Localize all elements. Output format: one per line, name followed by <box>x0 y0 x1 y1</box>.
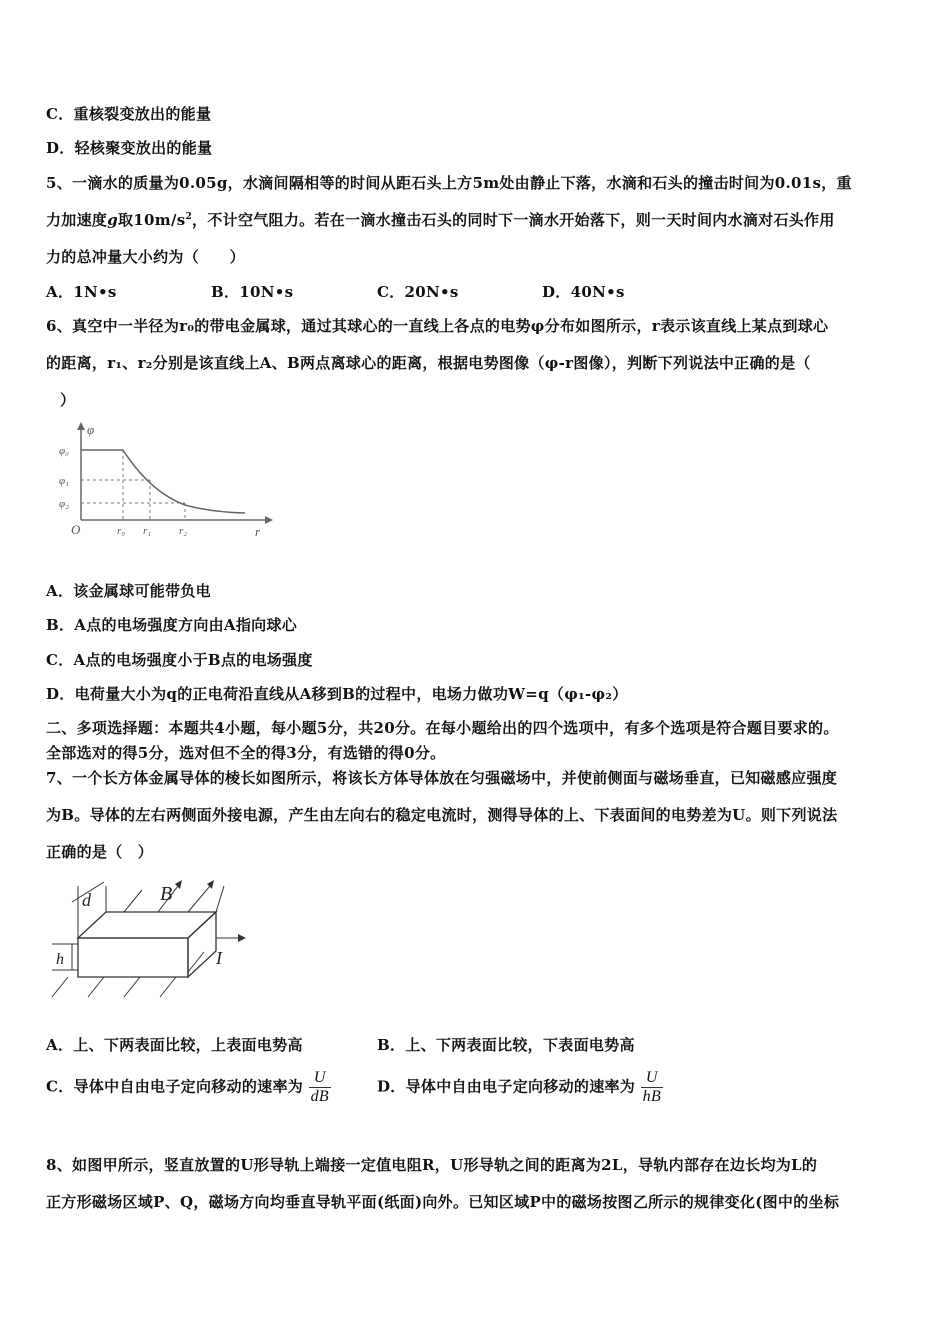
q5-option-b: B．10N•s <box>211 283 294 301</box>
q7-line-1: 7、一个长方体金属导体的棱长如图所示，将该长方体导体放在匀强磁场中，并使前侧面与磁场垂直，已知磁感应强度 <box>46 769 838 787</box>
q5-option-c: C．20N•s <box>377 283 459 301</box>
conductor-figure <box>48 872 253 1002</box>
q5-line-1: 5、一滴水的质量为0.05g，水滴间隔相等的时间从距石头上方5m处由静止下落，水滴和石头的撞击时间为0.01s，重 <box>46 174 852 192</box>
q6-option-b: B．A点的电场强度方向由A指向球心 <box>46 616 298 634</box>
q8-line-1: 8、如图甲所示，竖直放置的U形导轨上端接一定值电阻R，U形导轨之间的距离为2L，导轨内部存在边长均为L的 <box>46 1156 818 1174</box>
fig-label-i: I <box>216 948 222 968</box>
graph-y-tick-1: φ₁ <box>59 475 69 487</box>
fraction-denominator: hB <box>642 1088 662 1105</box>
fraction-numerator: U <box>309 1069 331 1088</box>
q7-option-b: B．上、下两表面比较，下表面电势高 <box>377 1036 635 1054</box>
q5-line-2 <box>46 209 835 230</box>
fraction-numerator: U <box>641 1069 663 1088</box>
q5-symbol-g: g <box>107 211 118 229</box>
q7-option-c-text: C．导体中自由电子定向移动的速率为 <box>46 1077 304 1096</box>
fraction-denominator: dB <box>310 1088 329 1105</box>
fig-label-d: d <box>82 890 91 910</box>
q6-option-d: D．电荷量大小为q的正电荷沿直线从A移到B的过程中，电场力做功W=q（φ₁-φ₂） <box>46 685 628 703</box>
graph-x-tick-2: r₂ <box>179 525 188 537</box>
q7-option-d <box>377 1069 663 1106</box>
q8-line-2: 正方形磁场区域P、Q，磁场方向均垂直导轨平面(纸面)向外。已知区域P中的磁场按图乙所示的规律变化(图中的坐标 <box>46 1193 840 1211</box>
fig-label-h: h <box>56 951 64 968</box>
q4-option-c: C．重核裂变放出的能量 <box>46 105 212 123</box>
q7-option-d-text: D．导体中自由电子定向移动的速率为 <box>377 1077 636 1096</box>
q7-option-c <box>46 1069 331 1106</box>
section-2-line-2: 全部选对的得5分，选对但不全的得3分，有选错的得0分。 <box>46 744 446 762</box>
q7-line-3: 正确的是（ ） <box>46 843 154 861</box>
q6-option-c: C．A点的电场强度小于B点的电场强度 <box>46 651 313 669</box>
q7-option-a: A．上、下两表面比较，上表面电势高 <box>46 1036 303 1054</box>
graph-origin: O <box>71 522 81 537</box>
graph-x-tick-1: r₁ <box>143 525 152 537</box>
q5-option-d: D．40N•s <box>542 283 625 301</box>
q5-line-2a: 力加速度 <box>46 211 108 229</box>
section-2-line-1: 二、多项选择题：本题共4小题，每小题5分，共20分。在每小题给出的四个选项中，有多个选项是符合题目要求的。 <box>46 719 839 737</box>
q5-line-2c: ，不计空气阻力。若在一滴水撞击石头的同时下一滴水开始落下，则一天时间内水滴对石头作用 <box>192 211 835 229</box>
graph-y-tick-2: φ₂ <box>59 498 69 510</box>
graph-x-tick-0: r₀ <box>117 525 126 537</box>
q4-option-d: D．轻核聚变放出的能量 <box>46 139 213 157</box>
q6-line-2: 的距离，r₁、r₂分别是该直线上A、B两点离球心的距离，根据电势图像（φ-r图像），判断下列说法中正确的是（ <box>46 354 811 372</box>
potential-graph <box>55 420 275 540</box>
q5-line-3: 力的总冲量大小约为（ ） <box>46 248 245 266</box>
q7-line-2: 为B。导体的左右两侧面外接电源，产生由左向右的稳定电流时，测得导体的上、下表面间的电势差为U。则下列说法 <box>46 806 838 824</box>
q6-line-1: 6、真空中一半径为r₀的带电金属球，通过其球心的一直线上各点的电势φ分布如图所示，r表示该直线上某点到球心 <box>46 317 829 335</box>
q5-line-2b: 取10m/s <box>118 211 186 229</box>
fraction-u-over-db <box>309 1069 331 1106</box>
fig-label-b: B <box>160 883 173 905</box>
graph-y-tick-0: φ₀ <box>59 445 69 457</box>
q6-option-a: A．该金属球可能带负电 <box>46 582 211 600</box>
q5-option-a: A．1N•s <box>46 283 117 301</box>
graph-x-label: r <box>255 524 261 539</box>
graph-y-label: φ <box>87 422 95 437</box>
q5-superscript: 2 <box>185 212 193 222</box>
fraction-u-over-hb <box>641 1069 663 1106</box>
q6-line-3: ） <box>60 391 76 409</box>
